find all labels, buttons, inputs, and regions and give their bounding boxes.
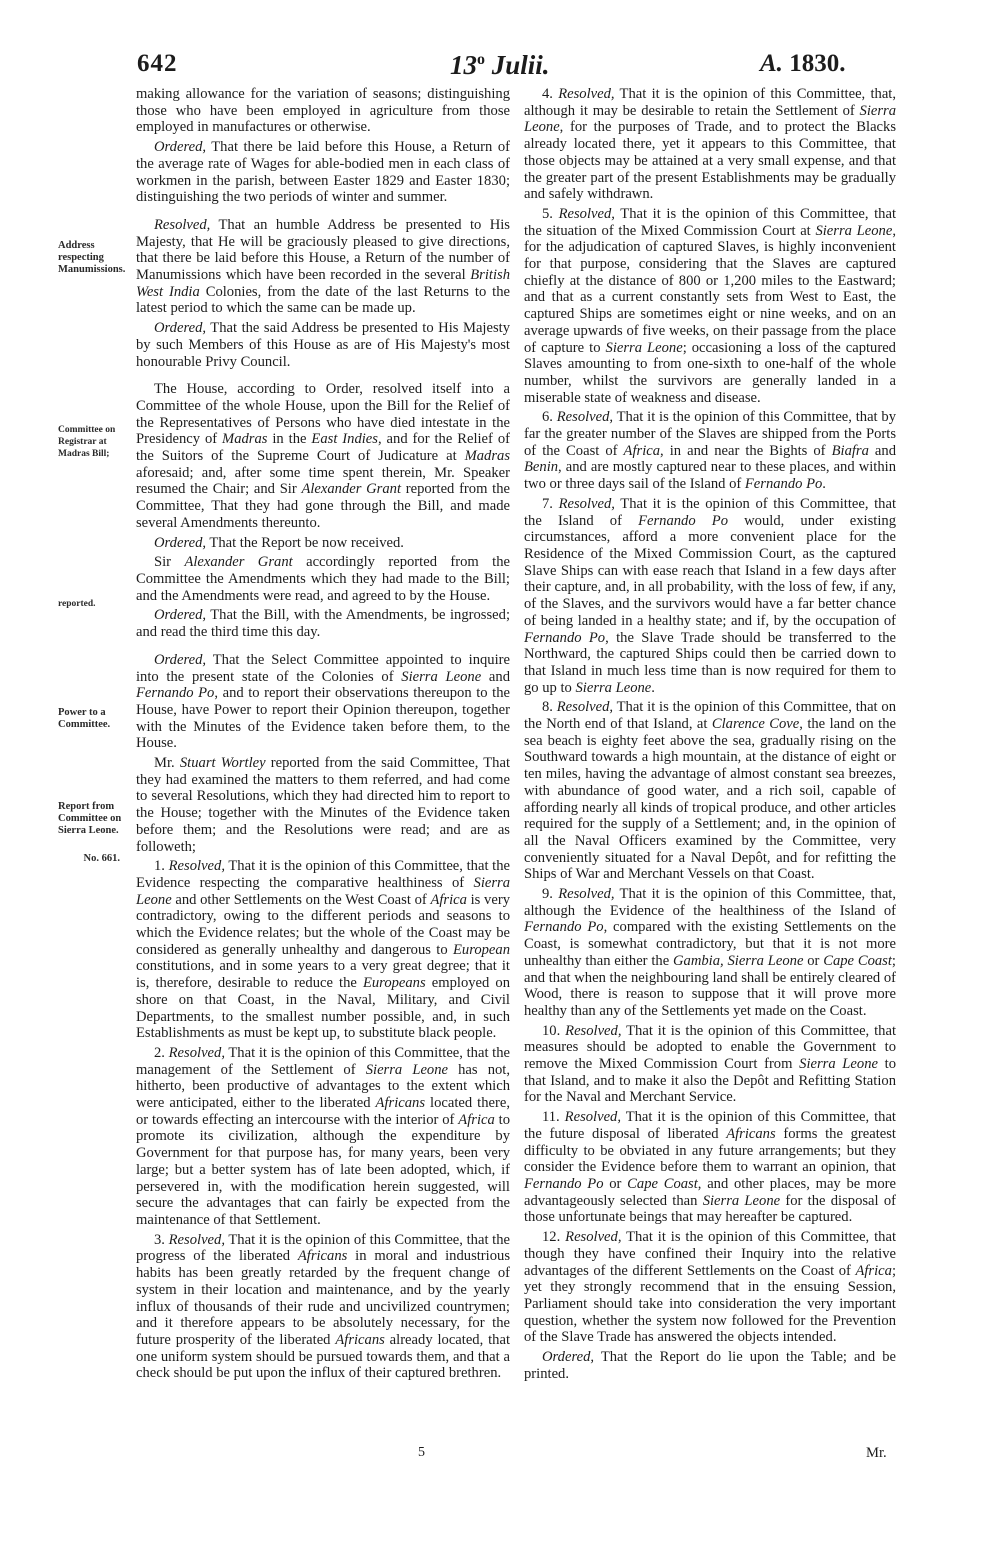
paragraph: Ordered, That the Report be now received. xyxy=(154,534,404,551)
header-year xyxy=(760,50,845,78)
page-number: 642 xyxy=(137,50,178,77)
left-column xyxy=(136,86,510,1385)
degree-mark: o xyxy=(477,51,485,68)
paragraph: making allowance for the variation of seasons; distinguishing those who have been employed in agriculture from those employed in manufactures or otherwise. xyxy=(136,86,510,136)
paragraph: Mr. Stuart Wortley reported from the said Committee, That they had examined the matters to them referred, and had come to several Resolutions, which they had directed him to report to the House; together with the Minutes of the Evidence taken before them; and the Resolutions were read; and are as followeth; xyxy=(136,755,511,855)
page-header xyxy=(0,50,992,90)
resolution-9: 9. Resolved, That it is the opinion of this Committee, that, although the Evidence of the healthiness of the Island of Fernando Po, compared with the existing Settlements on the Coast, is somewhat contradictory, but that it is not more unhealthy than either the Gambia, Sierra Leone or Cape Coast; and that when the neighbouring land shall be entirely cleared of Wood, there is reason to suppose that it will prove more healthy than any of the Settlements yet made on the Coast. xyxy=(524,886,897,1019)
paragraph: Ordered, That the Report do lie upon the Table; and be printed. xyxy=(524,1349,896,1382)
resolution-12: 12. Resolved, That it is the opinion of this Committee, that though they have confined their Inquiry into the relative advantages of the different Settlements on the Coast of Africa; yet they strongly recommend that in the ensuing Session, Parliament should take into consideration the very important question, whether the system now followed for the Prevention of the Slave Trade has answered the objects intended. xyxy=(524,1229,896,1346)
resolution-7: 7. Resolved, That it is the opinion of this Committee, that the Island of Fernando Po would, under existing circumstances, afford a more convenient place for the Residence of the Mixed Commission Court, as the captured Slave Ships can with ease reach that Island in a few days after their capture, and, in all probability, with the loss of few, if any, of the Slaves, and the survivors would have a far better chance of being landed in a healthy state; and if, by the occupation of Fernando Po, the Slave Trade should be transferred to the Northward, the captured Ships could then be carried down to that Island in much less time than is now required for them to go up to Sierra Leone. xyxy=(524,495,897,696)
paragraph: Ordered, That the said Address be presented to His Majesty by such Members of this House as are of His Majesty's most honourable Privy Council. xyxy=(136,320,510,370)
resolution-1: 1. Resolved, That it is the opinion of this Committee, that the Evidence respecting the comparative healthiness of Sierra Leone and other Settlements on the West Coast of Africa is very contradictory, owing to the different periods and seasons to which the Evidence relates; but the whole of the Coast may be considered as generally unhealthy and dangerous to European constitutions, and in some years to a very great degree; that it is, therefore, desirable to reduce the Europeans employed on shore on that Coast, in the Naval, Military, and Civil Departments, to the smallest number possible, and, in such Establishments as must be kept up, to substitute black people. xyxy=(136,858,511,1042)
paragraph: Ordered, That there be laid before this House, a Return of the average rate of Wages for able-bodied men in each class of workmen in the parish, between Easter 1829 and Easter 1830; distinguishing the two periods of winter and summer. xyxy=(136,139,510,206)
catchword: Mr. xyxy=(866,1445,887,1461)
paragraph: Sir Alexander Grant accordingly reported from the Committee the Amendments which they had made to the Bill; and the Amendments were read, and agreed to by the House. xyxy=(136,554,510,604)
paragraph: The House, according to Order, resolved itself into a Committee of the whole House, upon the Bill for the Relief of the Representatives of Persons who have died intestate in the Presidency of Madras in the East Indies, and for the Relief of the Suitors of the Supreme Court of Judicature at Madras aforesaid; and, after some time spent therein, Mr. Speaker resumed the Chair; and Sir Alexander Grant reported from the Committee, That they had gone through the Bill, and made several Amendments thereunto. xyxy=(136,381,510,531)
margin-note-report: Report from Committee on Sierra Leone. xyxy=(58,801,122,836)
margin-note-power: Power to a Committee. xyxy=(58,707,111,730)
paragraph: Ordered, That the Bill, with the Amendments, be ingrossed; and read the third time this day. xyxy=(136,607,510,641)
resolution-8: 8. Resolved, That it is the opinion of this Committee, that on the North end of that Island, at Clarence Cove, the land on the sea beach is eighty feet above the sea, gradually rising on the Southward towards a high mountain, at the distance of eight or ten miles, having the advantage of almost constant sea breezes, with abundance of good water, and a rich soil, capable of affording nearly all kinds of tropical produce, and other articles required for the supply of a Settlement; and, in the opinion of all the Naval Officers examined by the Committee, very conveniently situated for a Naval Depôt, and for refitting the Ships of War and Merchant Vessels on that Coast. xyxy=(524,699,897,883)
header-date xyxy=(450,50,550,81)
header-year-number: 1830. xyxy=(789,50,846,77)
resolution-5: 5. Resolved, That it is the opinion of this Committee, that the situation of the Mixed Commission Court at Sierra Leone, for the adjudication of captured Slaves, is highly inconvenient for that purpose, considering that the Slaves are captured chiefly at the distance of 800 or 1,200 miles to the Eastward; and that as a current constantly sets from West to East, the captured Ships are sometimes eight or nine weeks, and on an average upwards of five weeks, on their passage from the place of capture to Sierra Leone; occasioning a loss of the captured Slaves amounting to from one-sixth to one-half of the whole number, whilst the survivors are generally landed in a miserable state of weakness and disease. xyxy=(524,205,897,406)
resolution-3: 3. Resolved, That it is the opinion of this Committee, that the progress of the liberated Africans in moral and industrious habits has been greatly retarded by the frequent change of system in their location and maintenance, and by the yearly influx of thousands of their rude and uncivilized countrymen; and it therefore appears to be absolutely necessary, for the future prosperity of the liberated Africans already located, that one uniform system should be pursued towards them, and that a check should be put upon the influx of their captured brethren. xyxy=(136,1231,511,1382)
resolution-10: 10. Resolved, That it is the opinion of this Committee, that measures should be adopted to enable the Government to remove the Mixed Commission Court from Sierra Leone to that Island, and to make it also the Depôt and Refitting Station for the Naval and Merchant Service. xyxy=(524,1022,896,1106)
paragraph: Resolved, That an humble Address be presented to His Majesty, that He will be graciously pleased to give directions, that there be laid before this House, a Return of the number of Manumissions which have been recorded in the several British West India Colonies, from the date of the last Returns to the latest period to which the same can be made up. xyxy=(136,216,511,317)
resolution-4: 4. Resolved, That it is the opinion of this Committee, that, although it may be desirable to retain the Settlement of Sierra Leone, for the purposes of Trade, and to protect the Blacks already located there, yet it appears to this Committee, that those objects may be attained at a very small expense, and that the greater part of the present Establishments may be gradually and safely withdrawn. xyxy=(524,86,896,203)
header-year-letter: A. xyxy=(760,50,783,77)
resolution-6: 6. Resolved, That it is the opinion of this Committee, that by far the greater number of the Slaves are shipped from the Ports of the Coast of Africa, in and near the Bights of Biafra and Benin, and are mostly captured near to these places, and within two or three days sail of the Island of Fernando Po. xyxy=(524,409,897,493)
paragraph: Ordered, That the Select Committee appointed to inquire into the present state of the Colonies of Sierra Leone and Fernando Po, and to report their observations thereupon to the House, have Power to report their Opinion thereupon, together with the Minutes of the Evidence taken before them, to the House. xyxy=(136,651,510,752)
margin-note-reported: reported. xyxy=(58,599,96,609)
margin-note-address: Address respecting Manumissions. xyxy=(58,240,126,275)
margin-note-report-number: No. 661. xyxy=(83,853,120,864)
resolution-11: 11. Resolved, That it is the opinion of this Committee, that the future disposal of liberated Africans forms the greatest difficulty to be obviated in any future arrangements; but they consider the Evidence before them to warrant an opinion, that Fernando Po or Cape Coast, and other places, may be more advantageously selected than Sierra Leone for the disposal of those unfortunate beings that may hereafter be captured. xyxy=(524,1109,896,1226)
signature-mark: 5 xyxy=(418,1445,425,1460)
header-date-month: Julii. xyxy=(491,50,550,80)
resolution-2: 2. Resolved, That it is the opinion of this Committee, that the management of the Settlement of Sierra Leone has not, hitherto, been productive of advantages to the extent which were anticipated, either to the liberated Africans located there, or towards effecting an intercourse with the interior of Africa to promote its civilization, although the expenditure by Government for that purpose has, for many years, been very large; but a better system has of late been adopted, which, if persevered in, with the modification herein suggested, will secure the advantages that can fairly be expected from the maintenance of that Settlement. xyxy=(136,1044,511,1228)
header-date-day: 13 xyxy=(450,50,477,80)
right-column xyxy=(524,86,896,1385)
margin-note-committee: Committee on Registrar at Madras Bill; xyxy=(58,425,116,459)
